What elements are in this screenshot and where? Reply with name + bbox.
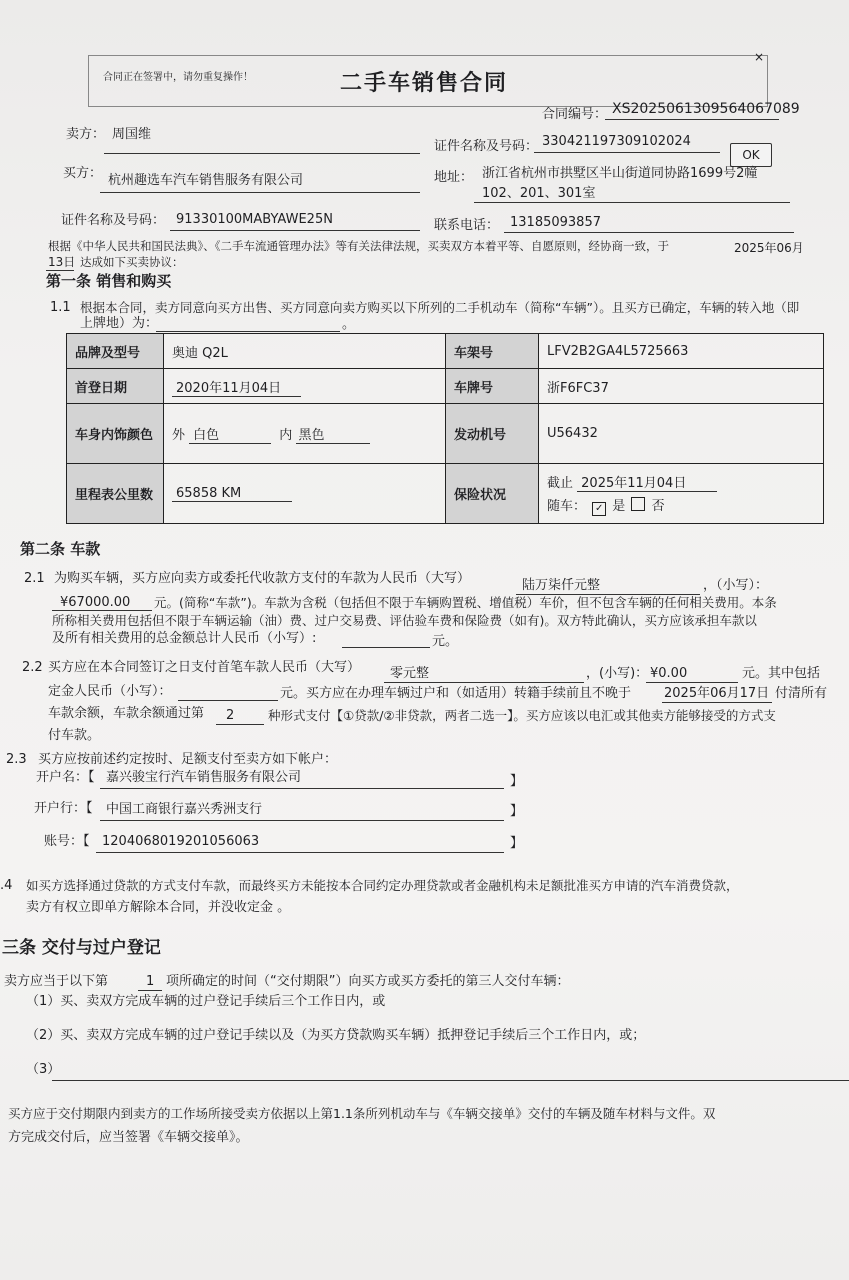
insurance-with-label: 随车：: [547, 498, 587, 514]
vin-label: 车架号: [446, 334, 539, 369]
ext-color-value: 白色: [189, 424, 271, 444]
underline: [605, 119, 779, 120]
color-label: 车身内饰颜色: [67, 404, 164, 464]
signing-notice: 合同正在签署中，请勿重复操作！: [103, 72, 253, 83]
clause-2-4-a: 如买方选择通过贷款的方式支付车款，而最终买方未能按本合同约定办理贷款或者金融机构未足额批准买方申请的汽车消费贷款，: [26, 878, 739, 893]
clause-2-1-e: 及所有相关费用的总金额总计人民币（小写）:: [52, 631, 317, 646]
first-pay-lower: ¥0.00: [650, 666, 688, 681]
account-name: 嘉兴骏宝行汽车销售服务有限公司: [106, 770, 302, 785]
clause-2-2-a: 买方应在本合同签订之日支付首笔车款人民币（大写）: [48, 660, 361, 675]
int-color-label: 内: [279, 427, 293, 443]
buyer-id: 91330100MABYAWE25N: [176, 212, 333, 227]
underline: [216, 724, 264, 725]
insurance-until-row: [547, 472, 815, 492]
insurance-until-value: 2025年11月04日: [577, 472, 717, 492]
mileage-label: 里程表公里数: [67, 464, 164, 524]
no-checkbox[interactable]: [631, 497, 645, 511]
color-cell: [164, 404, 446, 464]
clause-number: 2.1: [24, 571, 45, 586]
engine-label: 发动机号: [446, 404, 539, 464]
clause-2-1-f: 元。: [432, 634, 459, 649]
ok-button[interactable]: OK: [730, 143, 772, 167]
no-label: 否: [651, 498, 665, 514]
insurance-with-row: [547, 495, 815, 516]
account-no: 1204068019201056063: [102, 834, 260, 849]
clause-2-1-c: 元。(简称“车款”)。车款为含税（包括但不限于车辆购置税、增值税）车价，但不包含车辆的任何相关费用。本条: [154, 595, 777, 610]
clause-number: .4: [0, 878, 13, 893]
insurance-until-label: 截止: [547, 475, 574, 491]
clause-number: 2.3: [6, 752, 27, 767]
clause-2-1-d: 所称相关费用包括但不限于车辆运输（油）费、过户交易费、评估验车费和保险费（如有)。双方特此确认，买方应该承担车款以: [52, 613, 757, 628]
intro-line1: 根据《中华人民共和国民法典》、《二手车流通管理办法》等有关法律法规，买卖双方本着平等、自愿原则，经协商一致，于: [48, 239, 669, 253]
clause-3-1-a: 卖方应当于以下第: [4, 974, 109, 989]
engine-value: U56432: [539, 404, 824, 464]
phone: 13185093857: [510, 215, 601, 230]
underline: [504, 232, 794, 233]
clause-2-2-c: 元。其中包括: [742, 666, 821, 681]
seller-id-label: 证件名称及号码：: [434, 139, 539, 154]
underline: [534, 152, 720, 153]
plate-label: 车牌号: [446, 369, 539, 404]
underline: [170, 230, 420, 231]
account-bank-label: 开户行：【: [34, 801, 93, 816]
underline: [104, 153, 420, 154]
mileage-value: 65858 KM: [172, 486, 292, 502]
underline: [474, 202, 790, 203]
price-upper: 陆万柒仟元整: [522, 578, 601, 593]
reg-date-cell: [164, 369, 446, 404]
intro-line2: 达成如下买卖协议：: [80, 255, 184, 269]
clause-1-1-end: 。: [342, 317, 356, 332]
underline: [100, 788, 504, 789]
underline: [52, 610, 152, 611]
deposit-field: [178, 700, 278, 701]
bracket-close: 】: [510, 836, 524, 851]
insurance-label: 保险状况: [446, 464, 539, 524]
bracket-close: 】: [510, 774, 524, 789]
clause-3-2-a: 买方应于交付期限内到卖方的工作场所接受卖方依据以上第1.1条所列机动车与《车辆交接单》交付的车辆及随车材料与文件。双: [8, 1106, 716, 1121]
clause-2-4-b: 卖方有权立即单方解除本合同，并没收定金 。: [26, 900, 291, 915]
clause-2-2-e: 元。买方应在办理车辆过户和（如适用）转籍手续前且不晚于: [280, 686, 632, 701]
clause-2-1-b: ，（小写）：: [703, 578, 769, 593]
final-pay-date: 2025年06月17日: [664, 686, 770, 701]
seller-name: 周国维: [112, 127, 152, 142]
intro-date-a: 2025年06月: [734, 241, 804, 255]
yes-label: 是: [612, 498, 626, 514]
clause-3-1-b: 项所确定的时间（“交付期限”）向买方或买方委托的第三人交付车辆：: [166, 974, 570, 989]
seller-label: 卖方：: [66, 127, 106, 142]
destination-field: [156, 331, 340, 332]
reg-date-label: 首登日期: [67, 369, 164, 404]
underline: [46, 270, 74, 271]
option-1: （1）买、卖双方完成车辆的过户登记手续后三个工作日内，或: [26, 994, 386, 1009]
underline: [384, 682, 584, 683]
clause-2-2-b: ，(小写)：: [586, 666, 649, 681]
clause-number: 2.2: [22, 660, 43, 675]
price-lower: ¥67000.00: [60, 595, 131, 610]
clause-2-2-g: 车款余额，车款余额通过第: [48, 706, 205, 721]
option-3-field: [52, 1080, 849, 1081]
int-color-value: 黑色: [296, 424, 370, 444]
clause-1-1-line2: 上牌地）为：: [80, 316, 159, 331]
brand-value: 奥迪 Q2L: [164, 334, 446, 369]
plate-value: 浙F6FC37: [539, 369, 824, 404]
contract-no: XS2025061309564067089: [612, 101, 800, 117]
article-2-title: 第二条 车款: [20, 540, 101, 558]
clause-number: 1.1: [50, 300, 71, 315]
clause-2-2-d: 定金人民币（小写）：: [48, 684, 172, 699]
brand-label: 品牌及型号: [67, 334, 164, 369]
underline: [662, 702, 772, 703]
option-3: （3）: [26, 1062, 61, 1077]
clause-2-2-h: 种形式支付【①贷款/②非贷款，两者二选一】。买方应该以电汇或其他卖方能够接受的方式支: [268, 708, 776, 723]
seller-id: 330421197309102024: [542, 134, 691, 149]
clause-2-1-a: 为购买车辆，买方应向卖方或委托代收款方支付的车款为人民币（大写）: [54, 571, 471, 586]
underline: [342, 647, 430, 648]
clause-2-2-i: 付车款。: [48, 728, 101, 743]
underline: [96, 852, 504, 853]
payment-way: 2: [226, 708, 235, 723]
underline: [100, 192, 420, 193]
buyer-label: 买方：: [63, 166, 103, 181]
article-1-title: 第一条 销售和购买: [46, 272, 172, 290]
first-pay-upper: 零元整: [390, 666, 430, 681]
account-name-label: 开户名：【: [36, 770, 95, 785]
insurance-cell: [539, 464, 824, 524]
reg-date-value: 2020年11月04日: [172, 381, 301, 397]
underline: [138, 990, 162, 991]
address-line1: 浙江省杭州市拱墅区半山街道同协路1699号2幢: [482, 166, 758, 181]
buyer-id-label: 证件名称及号码：: [61, 213, 166, 228]
underline: [646, 682, 738, 683]
contract-title: 二手车销售合同: [340, 71, 509, 96]
address-label: 地址：: [434, 170, 474, 185]
ext-color-label: 外: [172, 427, 186, 443]
delivery-item: 1: [146, 974, 155, 989]
clause-2-2-f: 付清所有: [775, 686, 828, 701]
account-no-label: 账号：【: [44, 834, 90, 849]
yes-checkbox[interactable]: ✓: [592, 502, 606, 516]
address-line2: 102、201、301室: [482, 186, 596, 201]
option-2: （2）买、卖双方完成车辆的过户登记手续以及（为买方贷款购买车辆）抵押登记手续后三个工作日内，或；: [26, 1028, 646, 1043]
vin-value: LFV2B2GA4L5725663: [539, 334, 824, 369]
article-3-title: 三条 交付与过户登记: [2, 938, 161, 958]
vehicle-table: [66, 333, 824, 524]
clause-2-3-a: 买方应按前述约定按时、足额支付至卖方如下帐户：: [38, 752, 338, 767]
mileage-cell: [164, 464, 446, 524]
phone-label: 联系电话：: [434, 218, 500, 233]
account-bank: 中国工商银行嘉兴秀洲支行: [106, 802, 263, 817]
bracket-close: 】: [510, 804, 524, 819]
clause-1-1-line1: 根据本合同，卖方同意向买方出售、买方同意向卖方购买以下所列的二手机动车（简称“车辆”）。且买方已确定，车辆的转入地（即: [80, 300, 800, 315]
close-icon[interactable]: ×: [754, 50, 765, 64]
intro-date-b: 13日: [48, 255, 76, 269]
buyer-name: 杭州趣选车汽车销售服务有限公司: [108, 173, 304, 188]
clause-3-2-b: 方完成交付后，应当签署《车辆交接单》。: [8, 1130, 249, 1145]
contract-no-label: 合同编号：: [542, 107, 608, 122]
underline: [100, 820, 504, 821]
